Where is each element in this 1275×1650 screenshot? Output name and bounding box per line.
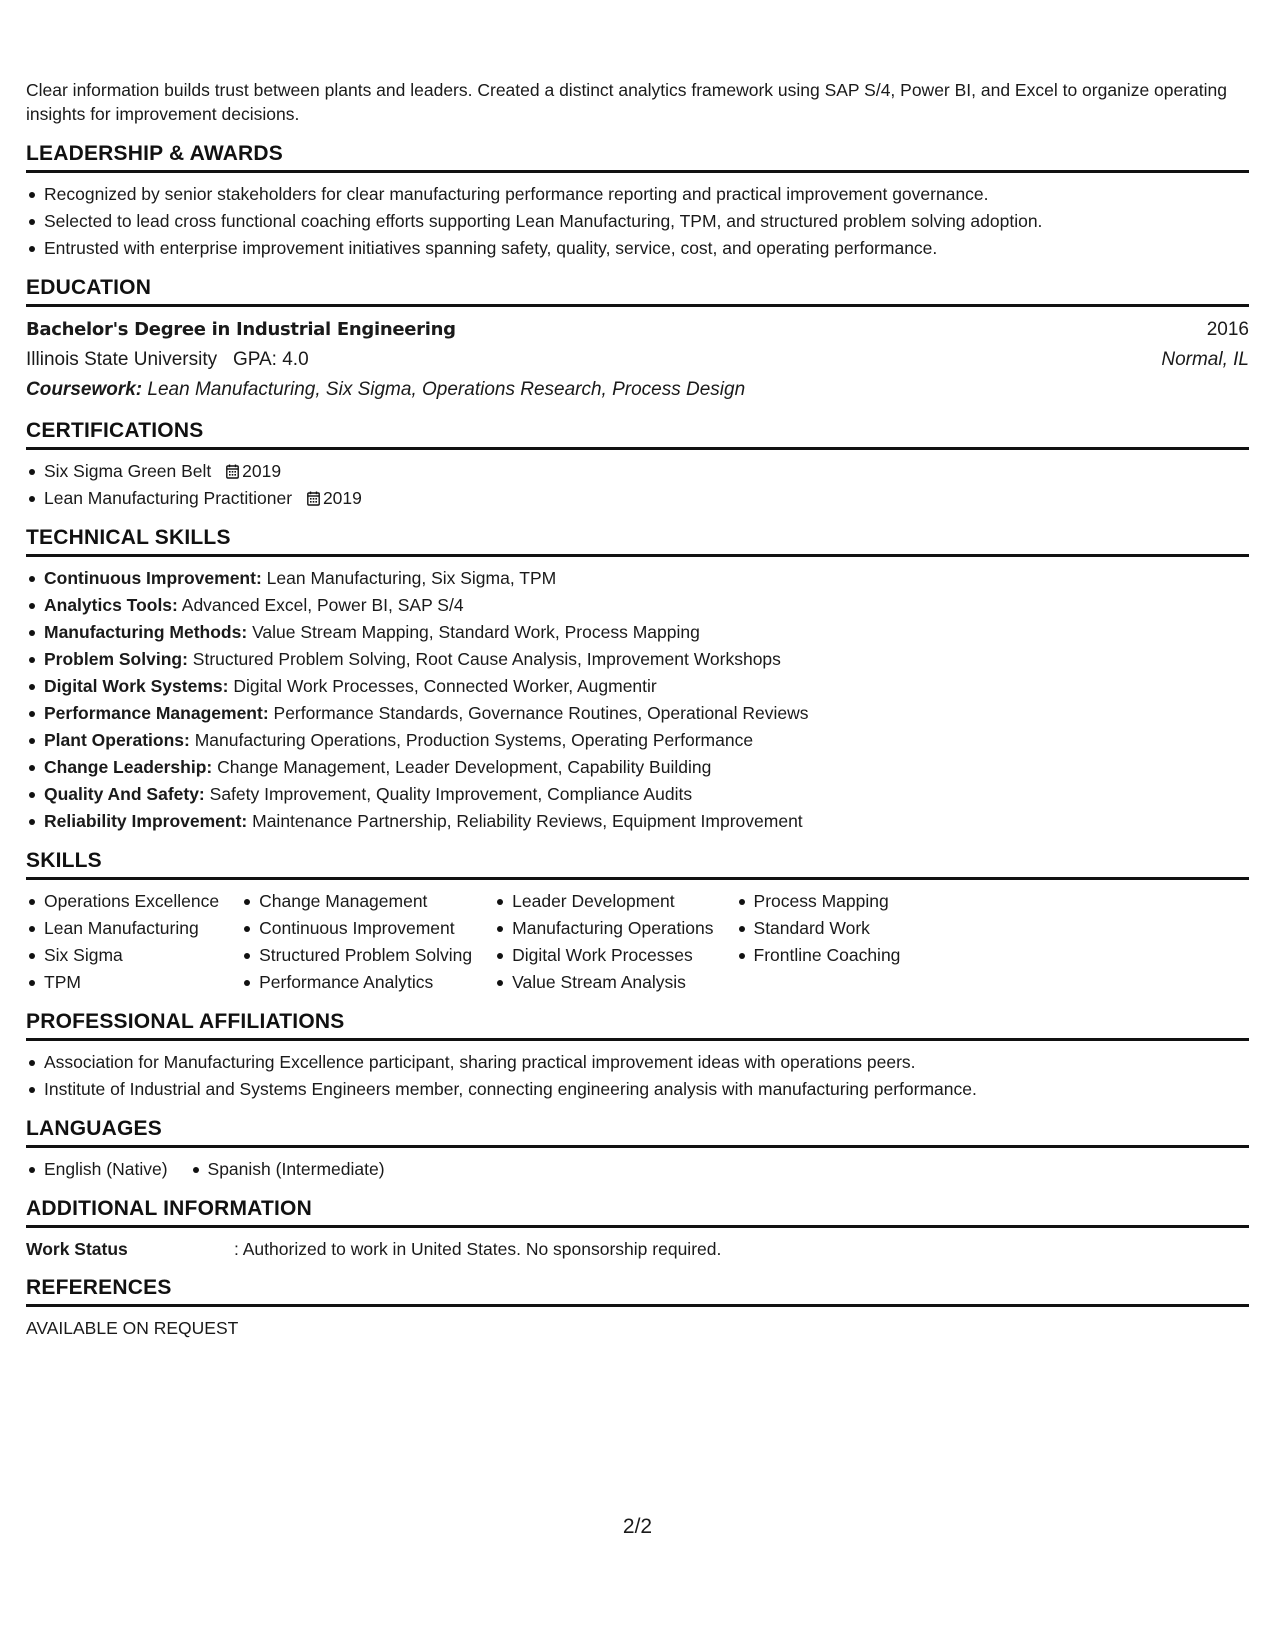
skill-values: Advanced Excel, Power BI, SAP S/4 [181,595,464,615]
skill-category: Quality And Safety: [44,784,205,804]
list-item: Lean Manufacturing [44,915,219,942]
section-title: LEADERSHIP & AWARDS [26,142,1249,173]
list-item [44,458,1249,485]
list-item: Spanish (Intermediate) [208,1156,385,1183]
skill-values: Safety Improvement, Quality Improvement, Compliance Audits [209,784,693,804]
skill-category: Problem Solving: [44,649,188,669]
skill-values: Change Management, Leader Development, Capability Building [217,757,712,777]
list-item: Leader Development [512,888,713,915]
skills-column [736,888,901,996]
coursework-row [26,375,1249,405]
list-item [44,754,1249,781]
skill-values: Value Stream Mapping, Standard Work, Process Mapping [252,622,700,642]
list-item [44,781,1249,808]
skill-values: Lean Manufacturing, Six Sigma, TPM [266,568,557,588]
intro-paragraph: Clear information builds trust between plants and leaders. Created a distinct analytics framework using SAP S/4, Power BI, and Excel to organize operating insights for improvement decisions. [26,80,1228,124]
school-row [26,345,1249,375]
section-title: PROFESSIONAL AFFILIATIONS [26,1010,1249,1041]
degree-year: 2016 [1206,319,1249,340]
list-item: Digital Work Processes [512,942,713,969]
skill-category: Change Leadership: [44,757,213,777]
list-item: Continuous Improvement [259,915,472,942]
list-item: Entrusted with enterprise improvement initiatives spanning safety, quality, service, cost, and operating performance. [44,235,1249,262]
coursework-list: Lean Manufacturing, Six Sigma, Operations Research, Process Design [147,379,746,400]
info-key: Work Status [26,1239,128,1259]
leadership-section [26,142,1249,262]
education-section [26,276,1249,405]
school-location: Normal, IL [1161,349,1249,370]
languages-list [26,1156,1249,1183]
additional-info-section [26,1197,1249,1262]
list-item: Operations Excellence [44,888,219,915]
gpa: GPA: 4.0 [232,349,309,370]
skill-values: Manufacturing Operations, Production Systems, Operating Performance [194,730,754,750]
list-item: Structured Problem Solving [259,942,472,969]
list-item [44,700,1249,727]
resume-page [26,78,1249,1355]
list-item: Association for Manufacturing Excellence participant, sharing practical improvement ideas with operations peers. [44,1049,1249,1076]
cert-year: 2019 [322,488,362,508]
list-item [44,673,1249,700]
calendar-icon [226,464,239,479]
section-title: REFERENCES [26,1276,1249,1307]
list-item [44,646,1249,673]
skills-column [494,888,713,996]
references-text: AVAILABLE ON REQUEST [26,1318,239,1338]
leadership-list [26,181,1249,262]
list-item: Recognized by senior stakeholders for clear manufacturing performance reporting and practical improvement governance. [44,181,1249,208]
section-title: TECHNICAL SKILLS [26,526,1249,557]
technical-skills-section [26,526,1249,835]
list-item: Selected to lead cross functional coaching efforts supporting Lean Manufacturing, TPM, and structured problem solving adoption. [44,208,1249,235]
references-section [26,1276,1249,1341]
list-item: Process Mapping [754,888,901,915]
degree-row [26,315,1249,345]
skills-column [241,888,472,996]
skill-category: Reliability Improvement: [44,811,248,831]
section-title: LANGUAGES [26,1117,1249,1148]
certifications-section [26,419,1249,512]
list-item: Six Sigma [44,942,219,969]
skills-column [26,888,219,996]
coursework-label: Coursework: [26,379,143,400]
languages-section [26,1117,1249,1183]
list-item: TPM [44,969,219,996]
school-name: Illinois State University [26,349,218,370]
page-number: 2/2 [622,1515,653,1538]
skill-category: Performance Management: [44,703,269,723]
skills-section [26,849,1249,996]
skill-category: Digital Work Systems: [44,676,229,696]
list-item: Institute of Industrial and Systems Engineers member, connecting engineering analysis with manufacturing performance. [44,1076,1249,1103]
skill-category: Manufacturing Methods: [44,622,248,642]
list-item [44,808,1249,835]
degree-name: Bachelor's Degree in Industrial Engineering [26,319,456,340]
affiliations-section [26,1010,1249,1103]
calendar-icon [307,491,320,506]
list-item: English (Native) [44,1156,168,1183]
list-item [44,565,1249,592]
section-title: EDUCATION [26,276,1249,307]
list-item: Value Stream Analysis [512,969,713,996]
list-item: Manufacturing Operations [512,915,713,942]
list-item [44,592,1249,619]
section-title: CERTIFICATIONS [26,419,1249,450]
list-item: Change Management [259,888,472,915]
skill-values: Digital Work Processes, Connected Worker, Augmentir [233,676,657,696]
list-item: Standard Work [754,915,901,942]
affiliations-list [26,1049,1249,1103]
technical-skills-list [26,565,1249,835]
section-title: ADDITIONAL INFORMATION [26,1197,1249,1228]
skill-values: Performance Standards, Governance Routines, Operational Reviews [273,703,809,723]
list-item: Performance Analytics [259,969,472,996]
list-item: Frontline Coaching [754,942,901,969]
skill-category: Analytics Tools: [44,595,178,615]
list-item [44,619,1249,646]
cert-name: Lean Manufacturing Practitioner [44,488,293,508]
cert-year: 2019 [242,461,282,481]
section-title: SKILLS [26,849,1249,880]
work-status-row [26,1236,1249,1262]
cert-name: Six Sigma Green Belt [44,461,212,481]
skills-columns [26,888,1249,996]
info-value: : Authorized to work in United States. No sponsorship required. [234,1239,722,1259]
skill-category: Plant Operations: [44,730,190,750]
certifications-list [26,458,1249,512]
skill-category: Continuous Improvement: [44,568,262,588]
skill-values: Structured Problem Solving, Root Cause Analysis, Improvement Workshops [192,649,781,669]
list-item [44,727,1249,754]
list-item [44,485,1249,512]
skill-values: Maintenance Partnership, Reliability Reviews, Equipment Improvement [252,811,803,831]
